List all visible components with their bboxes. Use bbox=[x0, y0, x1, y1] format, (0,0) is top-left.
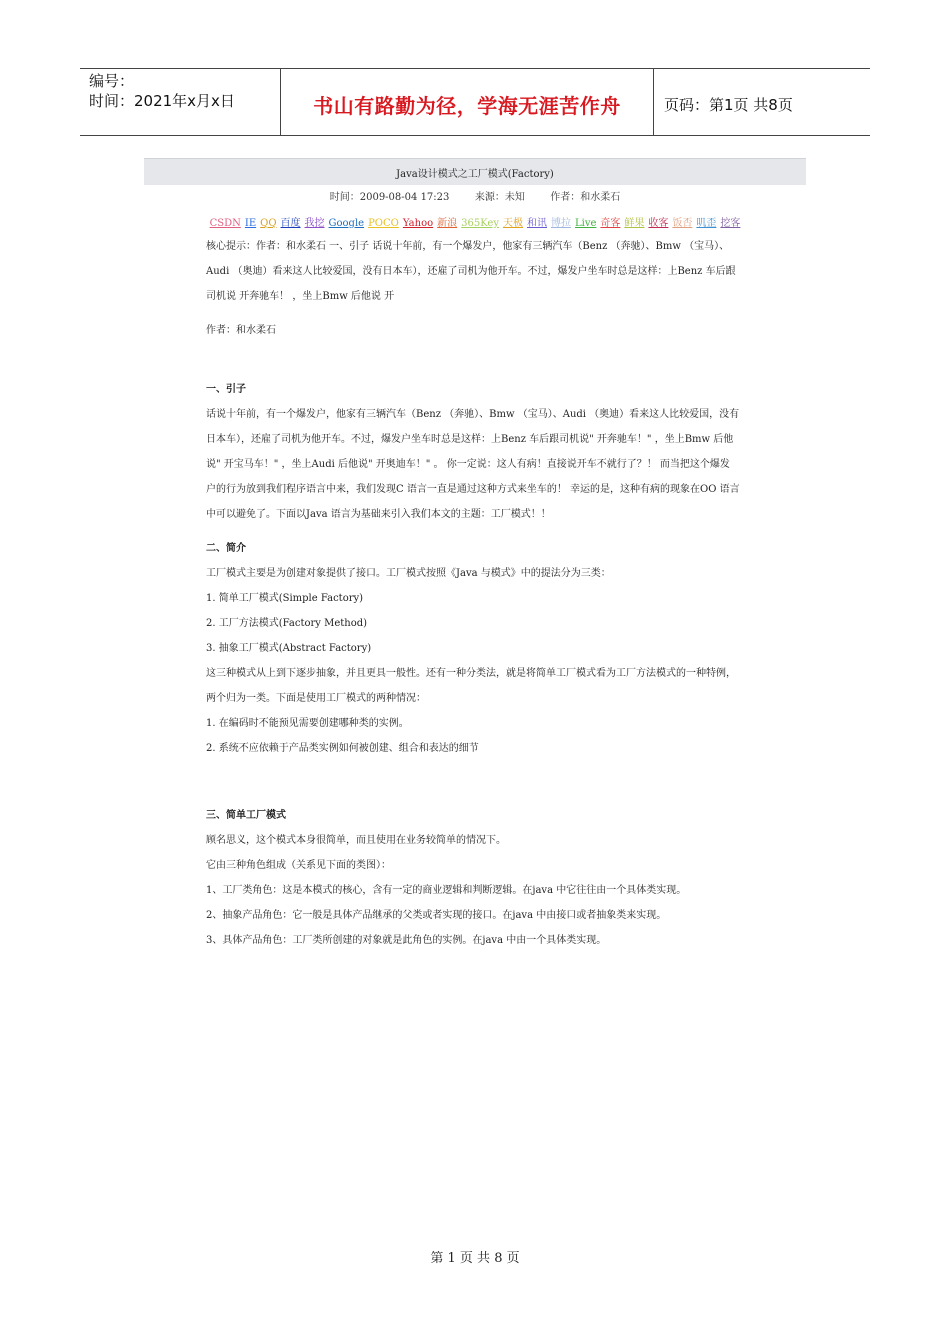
section-overview bbox=[206, 536, 806, 761]
paragraph-line: 它由三种角色组成（关系见下面的类图）： bbox=[206, 860, 391, 871]
article-title: Java设计模式之工厂模式(Factory) bbox=[144, 158, 806, 185]
share-link-14[interactable]: 奇客 bbox=[600, 218, 621, 229]
section-simple-factory bbox=[206, 803, 806, 953]
share-link-18[interactable]: 叽歪 bbox=[696, 218, 717, 229]
paragraph-line: 说" 开宝马车！" ，坐上Audi 后他说" 开奥迪车！" 。 你一定说：这人有病！直接说开车不就行了？！ 而当把这个爆发 bbox=[206, 459, 730, 470]
paragraph-line: 3. 抽象工厂模式(Abstract Factory) bbox=[206, 643, 372, 654]
author-text: 作者：和水柔石 bbox=[206, 325, 276, 336]
summary-line: 司机说 开奔驰车！ ，坐上Bmw 后他说 开 bbox=[206, 291, 395, 302]
share-link-12[interactable]: 博拉 bbox=[551, 218, 571, 229]
summary-line: 核心提示：作者：和水柔石 一、引子 话说十年前，有一个爆发户，他家有三辆汽车（Benz （奔驰）、Bmw （宝马）、 bbox=[206, 241, 730, 252]
share-link-1[interactable]: IE bbox=[244, 218, 257, 229]
share-links-bar bbox=[144, 214, 806, 229]
paragraph-line: 1、工厂类角色：这是本模式的核心，含有一定的商业逻辑和判断逻辑。在java 中它往往由一个具体类实现。 bbox=[206, 885, 687, 896]
share-link-2[interactable]: QQ bbox=[260, 218, 277, 229]
author-line bbox=[206, 318, 806, 343]
share-link-3[interactable]: 百度 bbox=[280, 218, 301, 229]
document-header bbox=[80, 68, 870, 136]
paragraph-line: 3、具体产品角色：工厂类所创建的对象就是此角色的实例。在java 中由一个具体类实现。 bbox=[206, 935, 607, 946]
share-link-4[interactable]: 我挖 bbox=[304, 218, 325, 229]
paragraph-line: 2、抽象产品角色：它一般是具体产品继承的父类或者实现的接口。在java 中由接口或者抽象类来实现。 bbox=[206, 910, 667, 921]
header-page-label: 页码：第1页 共8页 bbox=[664, 95, 793, 114]
share-link-15[interactable]: 鲜果 bbox=[624, 218, 645, 229]
paragraph-line: 1. 简单工厂模式(Simple Factory) bbox=[206, 593, 364, 604]
share-link-6[interactable]: POCO bbox=[368, 218, 399, 229]
share-link-16[interactable]: 收客 bbox=[648, 218, 669, 229]
paragraph-line: 日本车），还雇了司机为他开车。不过，爆发户坐车时总是这样：上Benz 车后跟司机说" 开奔驰车！" ，坐上Bmw 后他 bbox=[206, 434, 734, 445]
paragraph-line: 中可以避免了。下面以Java 语言为基础来引入我们本文的主题：工厂模式！！ bbox=[206, 509, 551, 520]
section-intro bbox=[206, 377, 806, 527]
header-info-cell bbox=[80, 69, 281, 135]
article-meta: 时间：2009-08-04 17:23 来源：未知 作者：和水柔石 bbox=[329, 192, 621, 203]
header-motto: 书山有路勤为径，学海无涯苦作舟 bbox=[281, 69, 654, 135]
document-time-label: 时间：2021年x月x日 bbox=[89, 92, 235, 110]
paragraph-line: 话说十年前，有一个爆发户，他家有三辆汽车（Benz （奔驰）、Bmw （宝马）、Audi （奥迪）看来这人比较爱国，没有 bbox=[206, 409, 740, 420]
section-heading: 二、简介 bbox=[206, 543, 246, 554]
paragraph-line: 2. 系统不应依赖于产品类实例如何被创建、组合和表达的细节 bbox=[206, 743, 479, 754]
article-summary bbox=[206, 234, 806, 309]
share-link-8[interactable]: 新浪 bbox=[437, 218, 458, 229]
section-heading: 三、简单工厂模式 bbox=[206, 810, 286, 821]
paragraph-line: 这三种模式从上到下逐步抽象，并且更具一般性。还有一种分类法，就是将简单工厂模式看为工厂方法模式的一种特例， bbox=[206, 668, 736, 679]
paragraph-line: 两个归为一类。下面是使用工厂模式的两种情况： bbox=[206, 693, 426, 704]
share-link-11[interactable]: 和讯 bbox=[527, 218, 547, 229]
share-link-7[interactable]: Yahoo bbox=[402, 218, 434, 229]
page-footer: 第 1 页 共 8 页 bbox=[430, 1251, 520, 1266]
paragraph-line: 2. 工厂方法模式(Factory Method) bbox=[206, 618, 368, 629]
paragraph-line: 户的行为放到我们程序语言中来，我们发现C 语言一直是通过这种方式来坐车的！ 幸运的是，这种有病的现象在OO 语言 bbox=[206, 484, 740, 495]
share-link-17[interactable]: 饭否 bbox=[672, 218, 693, 229]
section-heading: 一、引子 bbox=[206, 384, 246, 395]
share-link-0[interactable]: CSDN bbox=[209, 218, 241, 229]
share-link-5[interactable]: Google bbox=[328, 218, 365, 229]
paragraph-line: 1. 在编码时不能预见需要创建哪种类的实例。 bbox=[206, 718, 409, 729]
share-link-19[interactable]: 挖客 bbox=[720, 218, 741, 229]
share-link-10[interactable]: 天极 bbox=[503, 218, 523, 229]
share-link-9[interactable]: 365Key bbox=[461, 218, 499, 229]
paragraph-line: 顾名思义，这个模式本身很简单，而且使用在业务较简单的情况下。 bbox=[206, 835, 506, 846]
document-number-label: 编号： bbox=[89, 72, 135, 90]
paragraph-line: 工厂模式主要是为创建对象提供了接口。工厂模式按照《Java 与模式》中的提法分为三类： bbox=[206, 568, 611, 579]
share-link-13[interactable]: Live bbox=[575, 218, 597, 229]
summary-line: Audi （奥迪）看来这人比较爱国，没有日本车），还雇了司机为他开车。不过，爆发户坐车时总是这样：上Benz 车后跟 bbox=[206, 266, 736, 277]
